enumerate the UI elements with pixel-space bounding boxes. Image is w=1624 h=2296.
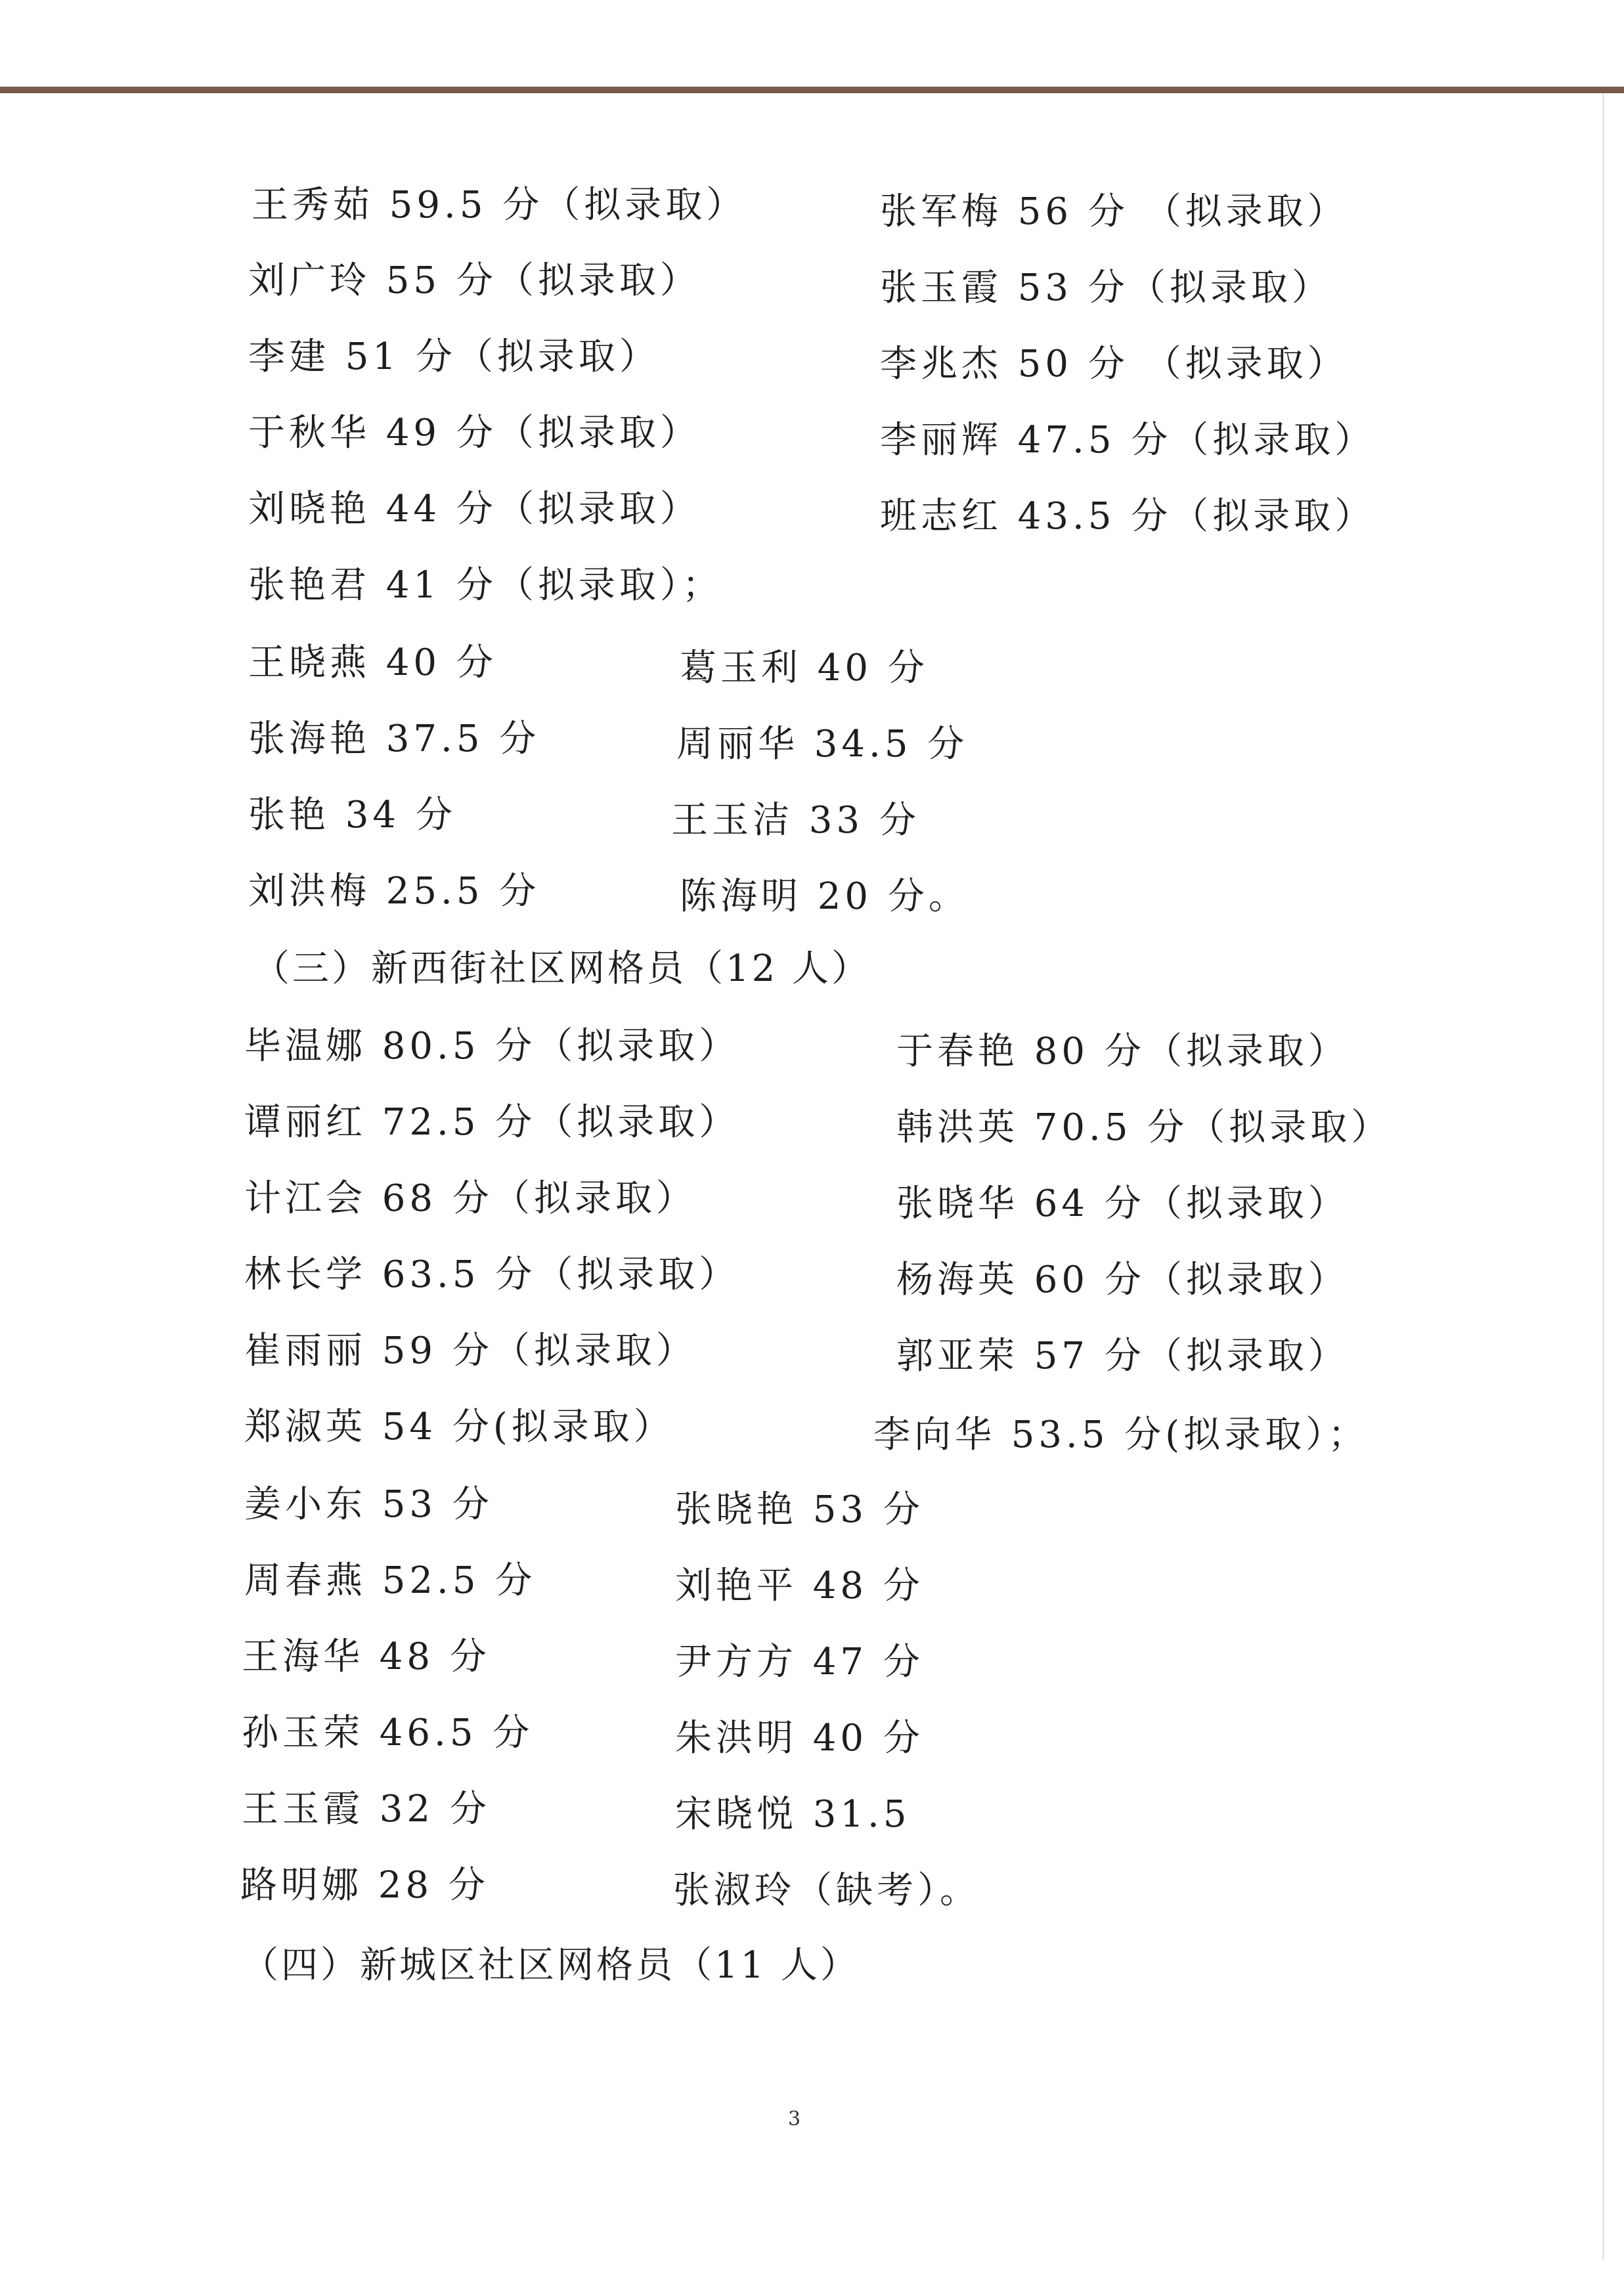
candidate-entry: 刘晓艳 44 分（拟录取） [248,488,701,531]
candidate-entry: 郑淑英 54 分(拟录取） [244,1406,674,1448]
section-heading: （四）新城区社区网格员（11 人） [242,1944,860,1987]
candidate-entry: 郭亚荣 57 分（拟录取） [896,1335,1349,1377]
candidate-entry: 刘洪梅 25.5 分 [248,870,540,913]
candidate-entry: 张艳 34 分 [248,794,456,836]
candidate-entry: 张淑玲（缺考）。 [673,1869,980,1912]
candidate-entry: 杨海英 60 分（拟录取） [896,1259,1349,1301]
candidate-entry: 周丽华 34.5 分 [676,723,969,766]
candidate-entry: 林长学 63.5 分（拟录取） [244,1253,740,1296]
candidate-entry: 李丽辉 47.5 分（拟录取） [880,419,1376,462]
candidate-entry: 张海艳 37.5 分 [248,718,540,760]
candidate-entry: 王晓燕 40 分 [248,641,497,684]
candidate-entry: 李向华 53.5 分(拟录取）； [873,1414,1369,1456]
candidate-entry: 李兆杰 50 分 （拟录取） [880,343,1348,385]
candidate-entry: 王秀茹 59.5 分（拟录取） [252,184,747,227]
candidate-entry: 王玉洁 33 分 [671,799,920,842]
candidate-entry: 尹方方 47 分 [675,1641,924,1683]
candidate-entry: 孙玉荣 46.5 分 [242,1712,534,1754]
candidate-entry: 周春燕 52.5 分 [244,1559,537,1602]
top-border-rule [0,87,1624,93]
page-number: 3 [788,2108,801,2131]
candidate-entry: 于春艳 80 分（拟录取） [896,1030,1349,1073]
candidate-entry: 张晓艳 53 分 [675,1488,924,1531]
candidate-entry: 王海华 48 分 [242,1635,491,1678]
candidate-entry: 朱洪明 40 分 [675,1717,924,1760]
candidate-entry: 于秋华 49 分（拟录取） [248,412,701,454]
candidate-entry: 谭丽红 72.5 分（拟录取） [244,1101,740,1144]
candidate-entry: 张军梅 56 分 （拟录取） [880,190,1348,233]
candidate-entry: 葛玉利 40 分 [680,647,929,689]
candidate-entry: 姜小东 53 分 [244,1483,493,1526]
candidate-entry: 崔雨丽 59 分（拟录取） [244,1330,697,1372]
candidate-entry: 王玉霞 32 分 [242,1788,491,1830]
candidate-entry: 李建 51 分（拟录取） [248,336,660,378]
candidate-entry: 刘艳平 48 分 [675,1565,924,1607]
page-edge-shadow [1602,93,1604,2260]
candidate-entry: 刘广玲 55 分（拟录取） [248,259,701,302]
candidate-entry: 张晓华 64 分（拟录取） [896,1182,1349,1225]
candidate-entry: 计江会 68 分（拟录取） [244,1177,697,1220]
candidate-entry: 宋晓悦 31.5 [675,1793,911,1836]
candidate-entry: 张玉霞 53 分（拟录取） [880,267,1332,309]
candidate-entry: 路明娜 28 分 [240,1864,489,1907]
candidate-entry: 毕温娜 80.5 分（拟录取） [244,1025,740,1068]
candidate-entry: 韩洪英 70.5 分（拟录取） [896,1106,1392,1149]
section-heading: （三）新西街社区网格员（12 人） [253,947,871,990]
candidate-entry: 班志红 43.5 分（拟录取） [880,495,1376,538]
candidate-entry: 陈海明 20 分。 [680,875,969,918]
candidate-entry: 张艳君 41 分（拟录取）； [248,564,723,607]
